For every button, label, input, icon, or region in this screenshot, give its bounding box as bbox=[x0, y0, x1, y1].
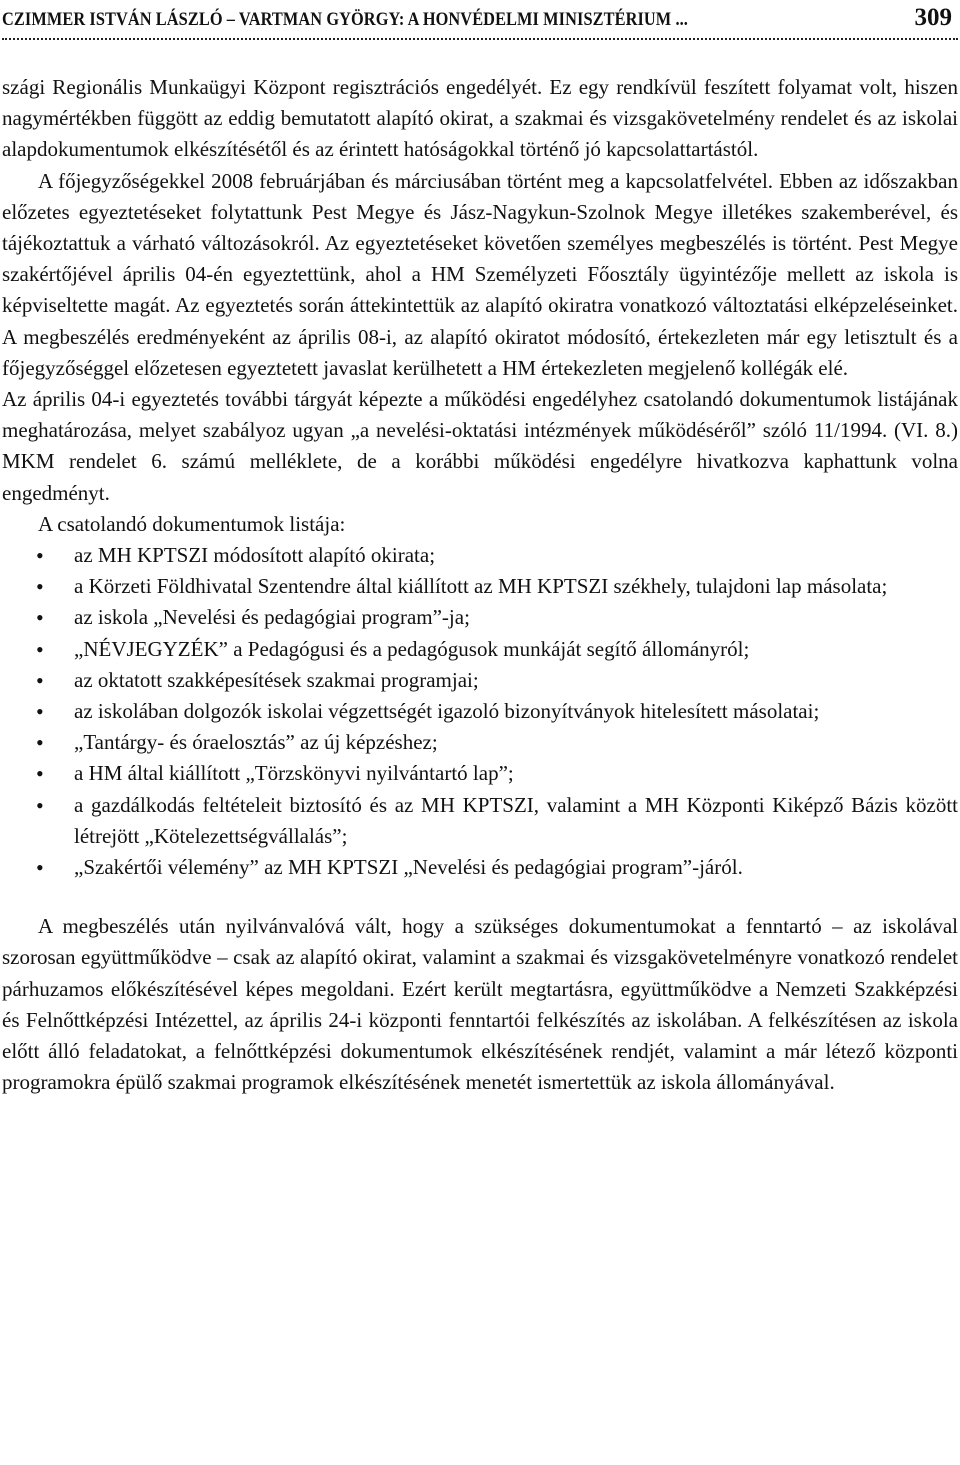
bullet-icon: • bbox=[36, 667, 44, 693]
paragraph-continued: szági Regionális Munkaügyi Központ regisztrációs engedélyét. Ez egy rendkívül feszített folyamat volt, hiszen nagymértékben függött az eddig bemutatott alapító okirat, a szakmai és vizsgakövetelmény rendelet és az iskolai alapdokumentumok elkészítésétől és az érintett hatóságokkal történő jó kapcsolattartástól. bbox=[2, 75, 958, 162]
paragraph: A főjegyzőségekkel 2008 februárjában és márciusában történt meg a kapcsolatfelvétel. Ebben az időszakban előzetes egyeztetéseket folytattunk Pest Megye és Jász-Nagykun-Szolnok Megye illetékes szakemberével, és tájékoztattuk a várható változásokról. Az egyeztetéseket követően személyes megbeszélés is történt. Pest Megye szakértőjével április 04-én egyeztettünk, ahol a HM Személyzeti Főosztály ügyintézője mellett az iskola is képviseltette magát. Az egyeztetés során áttekintettük az alapító okiratra vonatkozó változtatási elképzeléseinket. A megbeszélés eredményeként az április 08-i, az alapító okiratot módosító, értekezleten már egy letisztult és a főjegyzőséggel előzetesen egyeztetett javaslat kerülhetett a HM értekezleten megjelenő kollégák elé. bbox=[2, 168, 958, 380]
document-page bbox=[2, 0, 958, 1099]
list-item bbox=[2, 540, 958, 571]
body-text bbox=[2, 72, 958, 1099]
list-item-text: „NÉVJEGYZÉK” a Pedagógusi és a pedagógusok munkáját segítő állományról; bbox=[74, 636, 750, 661]
list-item-text: „Tantárgy- és óraelosztás” az új képzéshez; bbox=[74, 730, 438, 755]
bullet-icon: • bbox=[36, 730, 44, 756]
running-header-title: CZIMMER ISTVÁN LÁSZLÓ – VARTMAN GYÖRGY: A HONVÉDELMI MINISZTÉRIUM ... bbox=[2, 9, 688, 30]
paragraph: A megbeszélés után nyilvánvalóvá vált, hogy a szükséges dokumentumokat a fenntartó – az iskolával szorosan együttműködve – csak az alapító okirat, valamint a szakmai és vizsgakövetelményre vonatkozó rendelet párhuzamos előkészítésével képes megoldani. Ezért került megtartásra, együttműködve a Nemzeti Szakképzési és Felnőttképzési Intézettel, az április 24-i központi fenntartói felkészítés az iskolában. A felkészítésen az iskola előtt álló feladatokat, a felnőttképzési dokumentumok elkészítésének rendjét, valamint a már létező központi programokra épülő szakmai programok elkészítésének menetét ismertettük az iskola állományával. bbox=[2, 914, 958, 1095]
list-item bbox=[2, 634, 958, 665]
list-item-text: a HM által kiállított „Törzskönyvi nyilvántartó lap”; bbox=[74, 761, 514, 786]
list-item-text: a Körzeti Földhivatal Szentendre által kiállított az MH KPTSZI székhely, tulajdoni lap másolata; bbox=[74, 574, 888, 599]
page-number: 309 bbox=[914, 4, 952, 31]
list-item-text: az MH KPTSZI módosított alapító okirata; bbox=[74, 543, 436, 568]
list-item bbox=[2, 696, 958, 727]
list-item bbox=[2, 758, 958, 789]
bullet-icon: • bbox=[36, 636, 44, 662]
header-dotted-rule bbox=[2, 38, 958, 40]
list-item bbox=[2, 852, 958, 883]
list-item bbox=[2, 665, 958, 696]
bullet-icon: • bbox=[36, 792, 44, 818]
list-item-text: az iskola „Nevelési és pedagógiai program”-ja; bbox=[74, 605, 470, 630]
paragraph: Az április 04-i egyeztetés további tárgyát képezte a működési engedélyhez csatolandó dokumentumok listájának meghatározása, melyet szabályoz ugyan „a nevelési-oktatási intézmények működéséről” szóló 11/1994. (VI. 8.) MKM rendelet 6. számú melléklete, de a korábbi működési engedélyre hivatkozva kaphattunk volna engedményt. bbox=[2, 387, 958, 505]
list-item bbox=[2, 727, 958, 758]
bullet-icon: • bbox=[36, 543, 44, 569]
bullet-icon: • bbox=[36, 855, 44, 881]
list-item-text: az oktatott szakképesítések szakmai programjai; bbox=[74, 667, 479, 692]
list-item-text: „Szakértői vélemény” az MH KPTSZI „Nevelési és pedagógiai program”-járól. bbox=[74, 855, 743, 880]
bullet-icon: • bbox=[36, 761, 44, 787]
document-list bbox=[2, 540, 958, 883]
list-item bbox=[2, 602, 958, 633]
list-item bbox=[2, 571, 958, 602]
bullet-icon: • bbox=[36, 699, 44, 725]
list-intro: A csatolandó dokumentumok listája: bbox=[38, 511, 346, 536]
list-item-text: az iskolában dolgozók iskolai végzettségét igazoló bizonyítványok hitelesített másolatai; bbox=[74, 699, 820, 724]
list-item-text: a gazdálkodás feltételeit biztosító és az MH KPTSZI, valamint a MH Központi Kiképző Bázis között létrejött „Kötelezettségvállalás”; bbox=[74, 792, 958, 848]
bullet-icon: • bbox=[36, 605, 44, 631]
list-item bbox=[2, 790, 958, 852]
running-header bbox=[2, 0, 958, 34]
bullet-icon: • bbox=[36, 574, 44, 600]
